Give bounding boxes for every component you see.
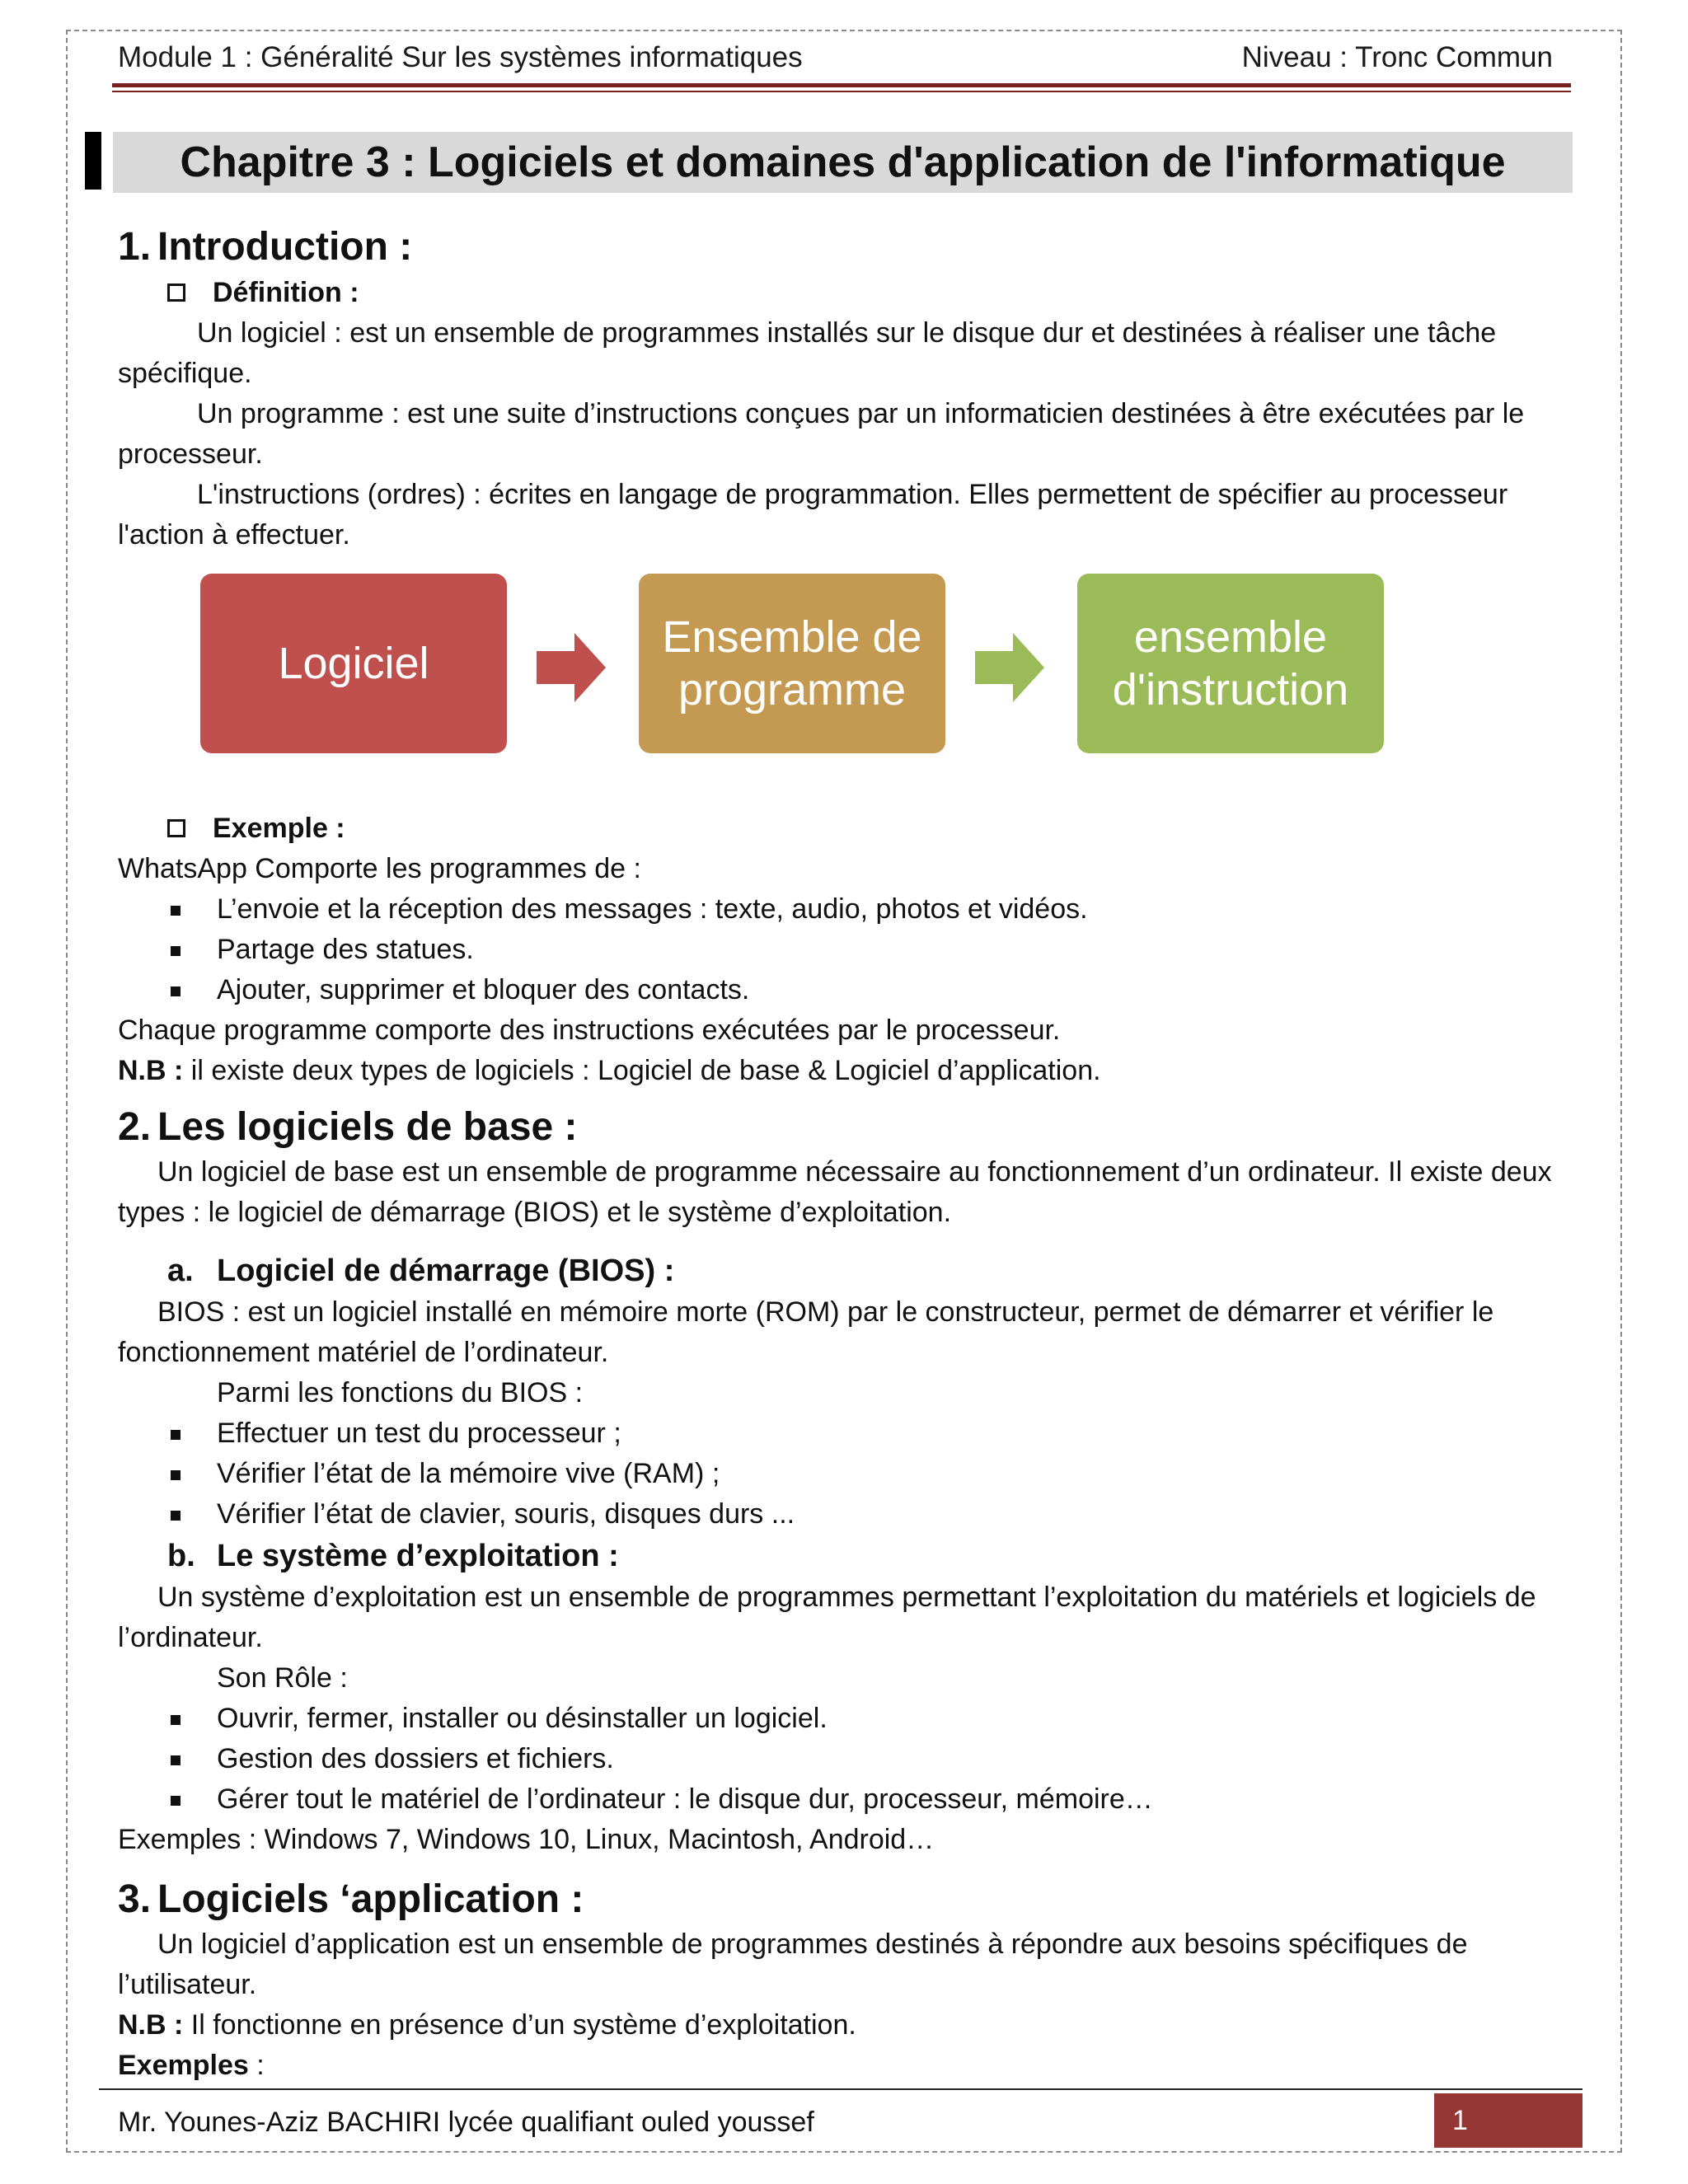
footer-author: Mr. Younes-Aziz BACHIRI lycée qualifiant ouled youssef xyxy=(118,2107,814,2138)
os-exemples: Exemples : Windows 7, Windows 10, Linux, Macintosh, Android… xyxy=(118,1824,935,1855)
exemple-label: Exemple : xyxy=(118,808,1568,849)
nb-note-app: N.B : Il fonctionne en présence d’un système d’exploitation. xyxy=(118,2009,856,2041)
bullet-icon xyxy=(171,987,181,996)
subsection-a-heading: a. Logiciel de démarrage (BIOS) : xyxy=(167,1254,675,1288)
bullet-icon xyxy=(171,906,181,916)
exemple-list xyxy=(118,889,1568,1010)
section-3-intro: Un logiciel d’application est un ensemble de programmes destinés à répondre aux besoins spécifiques de l’utilisateur. xyxy=(118,1929,1468,2000)
list-item: L’envoie et la réception des messages : texte, audio, photos et vidéos. xyxy=(118,889,1568,930)
os-list xyxy=(118,1699,1568,1820)
chapter-title: Chapitre 3 : Logiciels et domaines d'application de l'informatique xyxy=(113,132,1573,193)
app-exemples-label: Exemples : xyxy=(118,2050,265,2081)
definition-logiciel: Un logiciel : est un ensemble de programmes installés sur le disque dur et destinées à réaliser une tâche spécifique. xyxy=(118,317,1497,389)
list-item: Gestion des dossiers et fichiers. xyxy=(118,1739,1568,1779)
checkbox-icon xyxy=(167,284,185,302)
section-1-heading xyxy=(118,223,1568,272)
section-number: 2. xyxy=(118,1105,152,1149)
os-text: Un système d’exploitation est un ensemble de programmes permettant l’exploitation du matériels et logiciels de l’ordinateur. xyxy=(118,1582,1536,1653)
bullet-icon xyxy=(171,1715,181,1725)
section-2-intro: Un logiciel de base est un ensemble de programme nécessaire au fonctionnement d’un ordinateur. Il existe deux types : le logiciel de démarrage (BIOS) et le système d’exploitation. xyxy=(118,1156,1552,1228)
section-title: Introduction : xyxy=(157,225,413,269)
footer-divider xyxy=(99,2088,1582,2090)
exemple-intro: WhatsApp Comporte les programmes de : xyxy=(118,853,641,884)
bullet-icon xyxy=(171,1430,181,1440)
bios-list-intro: Parmi les fonctions du BIOS : xyxy=(217,1377,584,1408)
bullet-icon xyxy=(171,1755,181,1765)
arrow-right-icon xyxy=(975,633,1044,702)
exemple-outro: Chaque programme comporte des instructions exécutées par le processeur. xyxy=(118,1015,1061,1046)
section-2-heading xyxy=(118,1103,1568,1152)
section-3-heading xyxy=(118,1875,1568,1924)
subsection-b-heading: b. Le système d’exploitation : xyxy=(167,1539,619,1573)
list-item: Gérer tout le matériel de l’ordinateur : le disque dur, processeur, mémoire… xyxy=(118,1779,1568,1820)
list-item: Vérifier l’état de clavier, souris, disques durs ... xyxy=(118,1494,1568,1535)
header-divider-thin xyxy=(112,91,1571,92)
document-body xyxy=(118,223,1568,2086)
list-item: Effectuer un test du processeur ; xyxy=(118,1413,1568,1454)
bios-text: BIOS : est un logiciel installé en mémoire morte (ROM) par le constructeur, permet de démarrer et vérifier le fonctionnement matériel de l’ordinateur. xyxy=(118,1296,1494,1368)
list-item: Partage des statues. xyxy=(118,930,1568,970)
bullet-icon xyxy=(171,1470,181,1480)
arrow-right-icon xyxy=(537,633,606,702)
header-niveau: Niveau : Tronc Commun xyxy=(1241,41,1553,73)
bullet-icon xyxy=(171,1796,181,1806)
diagram-box-instruction: ensemble d'instruction xyxy=(1077,574,1384,753)
section-title: Les logiciels de base : xyxy=(157,1105,578,1149)
logiciel-diagram xyxy=(118,574,1568,808)
bullet-icon xyxy=(171,946,181,956)
list-item: Ouvrir, fermer, installer ou désinstaller un logiciel. xyxy=(118,1699,1568,1739)
checkbox-icon xyxy=(167,819,185,837)
diagram-box-logiciel: Logiciel xyxy=(200,574,507,753)
section-number: 3. xyxy=(118,1877,152,1921)
bios-list xyxy=(118,1413,1568,1535)
page-number: 1 xyxy=(1434,2093,1582,2148)
section-number: 1. xyxy=(118,225,152,269)
definition-label: Définition : xyxy=(118,272,1568,313)
list-item: Ajouter, supprimer et bloquer des contacts. xyxy=(118,970,1568,1010)
definition-instructions: L'instructions (ordres) : écrites en langage de programmation. Elles permettent de spécifier au processeur l'action à effectuer. xyxy=(118,479,1508,551)
section-title: Logiciels ‘application : xyxy=(157,1877,584,1921)
list-item: Vérifier l’état de la mémoire vive (RAM) ; xyxy=(118,1454,1568,1494)
header-module: Module 1 : Généralité Sur les systèmes informatiques xyxy=(118,41,803,73)
os-list-intro: Son Rôle : xyxy=(217,1662,348,1694)
nb-note: N.B : il existe deux types de logiciels : Logiciel de base & Logiciel d’application. xyxy=(118,1055,1101,1086)
diagram-box-programme: Ensemble de programme xyxy=(639,574,945,753)
header-divider xyxy=(112,83,1571,87)
definition-programme: Un programme : est une suite d’instructions conçues par un informaticien destinées à être exécutées par le processeur. xyxy=(118,398,1525,470)
bullet-icon xyxy=(171,1511,181,1521)
title-marker xyxy=(85,132,101,190)
